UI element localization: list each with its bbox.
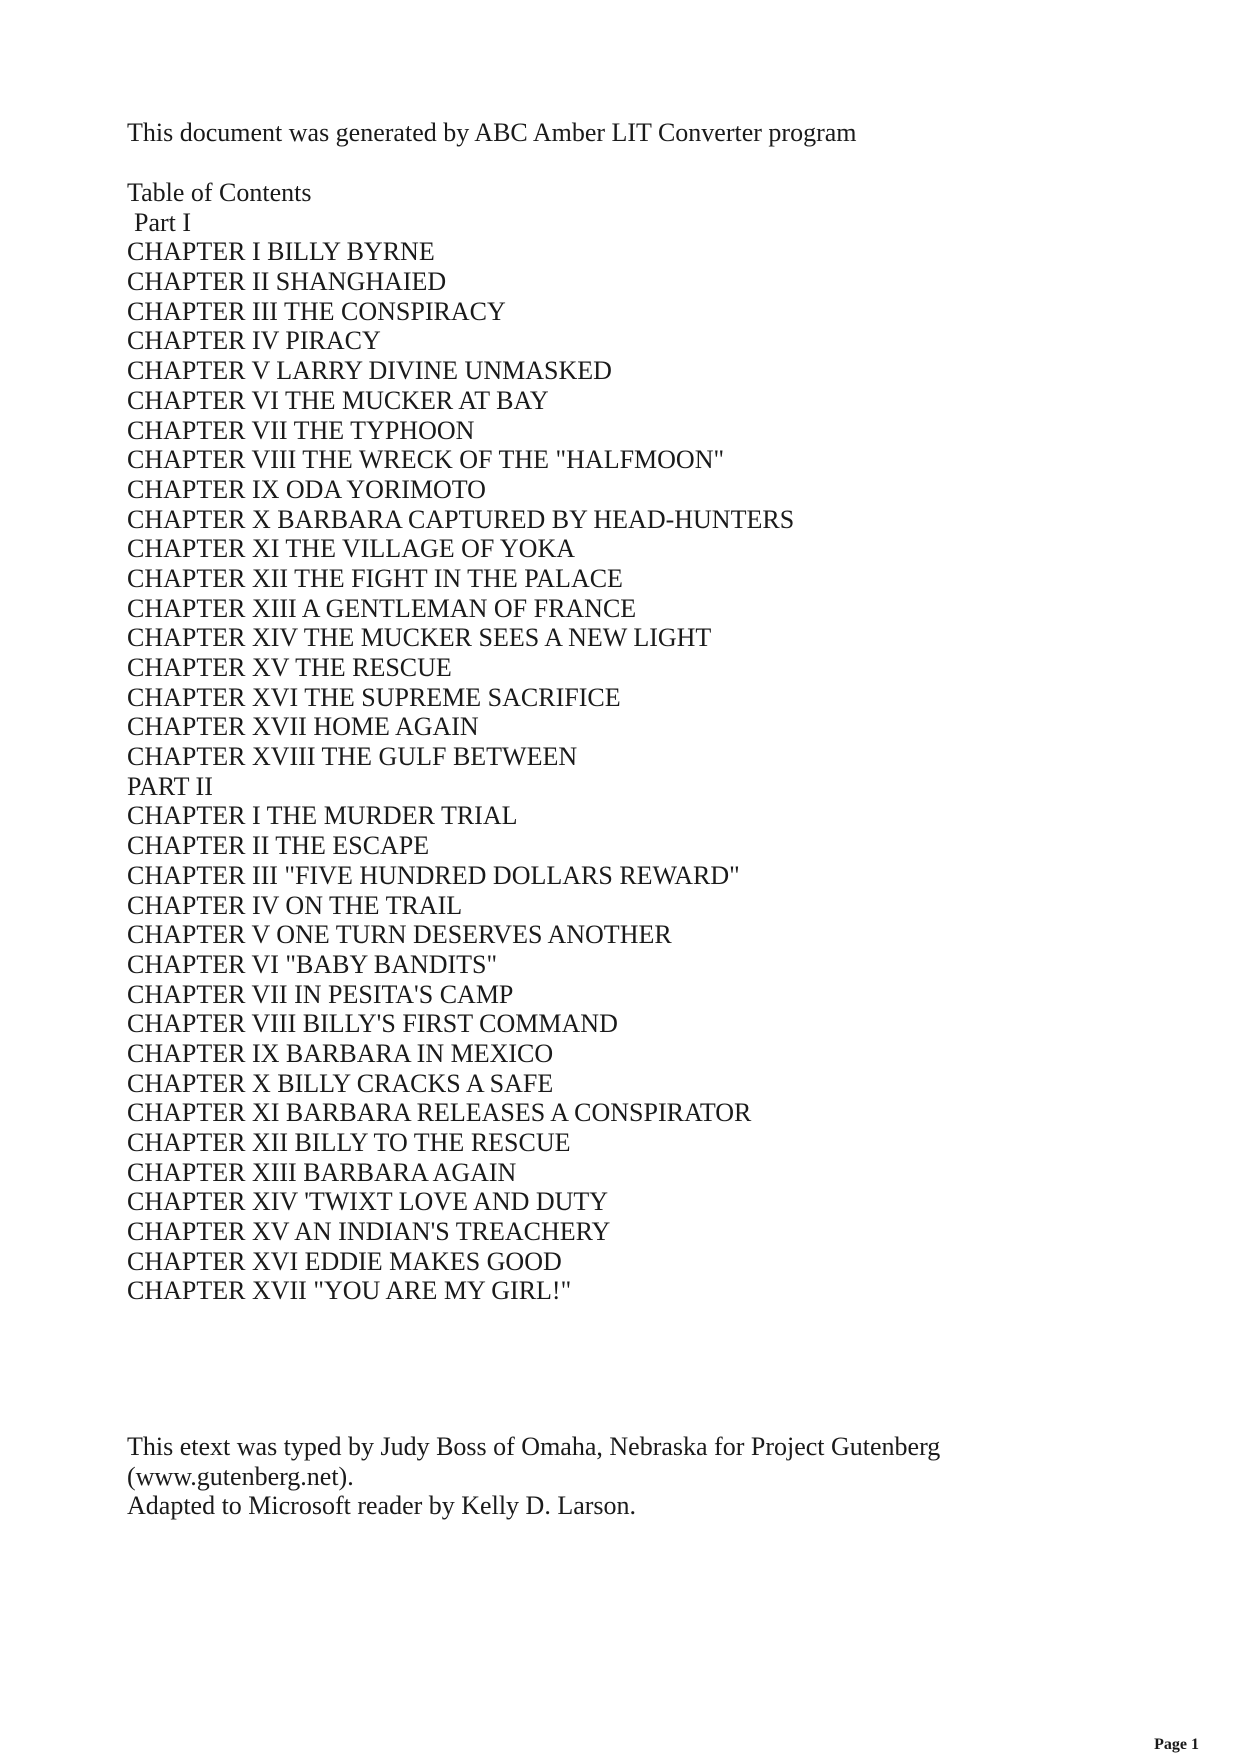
toc-entry[interactable]: CHAPTER XIV THE MUCKER SEES A NEW LIGHT <box>127 623 712 653</box>
generator-note: This document was generated by ABC Amber LIT Converter program <box>127 118 857 147</box>
toc-entry[interactable]: CHAPTER VII IN PESITA'S CAMP <box>127 979 514 1009</box>
toc-entry[interactable]: CHAPTER XI THE VILLAGE OF YOKA <box>127 534 576 564</box>
toc-entry[interactable]: CHAPTER XIV 'TWIXT LOVE AND DUTY <box>127 1187 609 1217</box>
toc-entry[interactable]: CHAPTER XVI EDDIE MAKES GOOD <box>127 1246 562 1276</box>
toc-entry[interactable]: CHAPTER VII THE TYPHOON <box>127 415 475 445</box>
toc-entry[interactable]: CHAPTER XV THE RESCUE <box>127 653 452 682</box>
toc-entry[interactable]: CHAPTER III "FIVE HUNDRED DOLLARS REWARD" <box>127 860 740 890</box>
toc-entry[interactable]: CHAPTER XVII HOME AGAIN <box>127 712 479 742</box>
toc-entry[interactable]: CHAPTER IV ON THE TRAIL <box>127 890 463 920</box>
toc-entry[interactable]: CHAPTER II SHANGHAIED <box>127 267 447 297</box>
toc-entry[interactable]: CHAPTER VIII BILLY'S FIRST COMMAND <box>127 1009 618 1039</box>
toc-entry[interactable]: CHAPTER II THE ESCAPE <box>127 831 430 861</box>
toc-entry[interactable]: CHAPTER XVI THE SUPREME SACRIFICE <box>127 682 621 712</box>
table-of-contents <box>127 178 1127 1306</box>
toc-entry[interactable]: CHAPTER IX BARBARA IN MEXICO <box>127 1038 554 1068</box>
toc-title: Table of Contents <box>127 178 312 207</box>
toc-entry[interactable]: CHAPTER XVII "YOU ARE MY GIRL!" <box>127 1276 572 1306</box>
toc-entry[interactable]: CHAPTER VIII THE WRECK OF THE "HALFMOON" <box>127 445 725 475</box>
toc-entry[interactable]: CHAPTER VI THE MUCKER AT BAY <box>127 385 549 415</box>
toc-entry[interactable]: CHAPTER XIII BARBARA AGAIN <box>127 1157 517 1187</box>
credits-block <box>127 1432 1127 1521</box>
toc-entry[interactable]: CHAPTER X BILLY CRACKS A SAFE <box>127 1068 554 1098</box>
toc-entry[interactable]: CHAPTER XV AN INDIAN'S TREACHERY <box>127 1217 611 1247</box>
toc-entry[interactable]: CHAPTER V ONE TURN DESERVES ANOTHER <box>127 920 672 950</box>
page-number: Page 1 <box>1154 1736 1199 1753</box>
toc-entry[interactable]: CHAPTER III THE CONSPIRACY <box>127 296 506 326</box>
toc-entry[interactable]: CHAPTER I BILLY BYRNE <box>127 237 435 267</box>
toc-entry[interactable]: CHAPTER XII THE FIGHT IN THE PALACE <box>127 563 623 593</box>
toc-entry[interactable]: CHAPTER IX ODA YORIMOTO <box>127 474 486 504</box>
toc-entry[interactable]: CHAPTER I THE MURDER TRIAL <box>127 801 518 831</box>
credits-line: (www.gutenberg.net). <box>127 1461 354 1491</box>
toc-entry[interactable]: CHAPTER XI BARBARA RELEASES A CONSPIRATOR <box>127 1098 752 1128</box>
credits-line: This etext was typed by Judy Boss of Omaha, Nebraska for Project Gutenberg <box>127 1432 941 1461</box>
credits-line: Adapted to Microsoft reader by Kelly D. Larson. <box>127 1491 637 1521</box>
toc-entry[interactable]: CHAPTER XVIII THE GULF BETWEEN <box>127 742 578 772</box>
toc-part-two-label: PART II <box>127 771 213 801</box>
toc-entry[interactable]: CHAPTER X BARBARA CAPTURED BY HEAD-HUNTERS <box>127 504 795 534</box>
toc-entry[interactable]: CHAPTER XIII A GENTLEMAN OF FRANCE <box>127 593 637 623</box>
toc-entry[interactable]: CHAPTER XII BILLY TO THE RESCUE <box>127 1128 571 1157</box>
toc-entry[interactable]: CHAPTER IV PIRACY <box>127 326 381 356</box>
toc-entry[interactable]: CHAPTER V LARRY DIVINE UNMASKED <box>127 356 612 386</box>
toc-entry[interactable]: CHAPTER VI "BABY BANDITS" <box>127 949 498 979</box>
toc-part-one-label: Part I <box>134 207 192 237</box>
